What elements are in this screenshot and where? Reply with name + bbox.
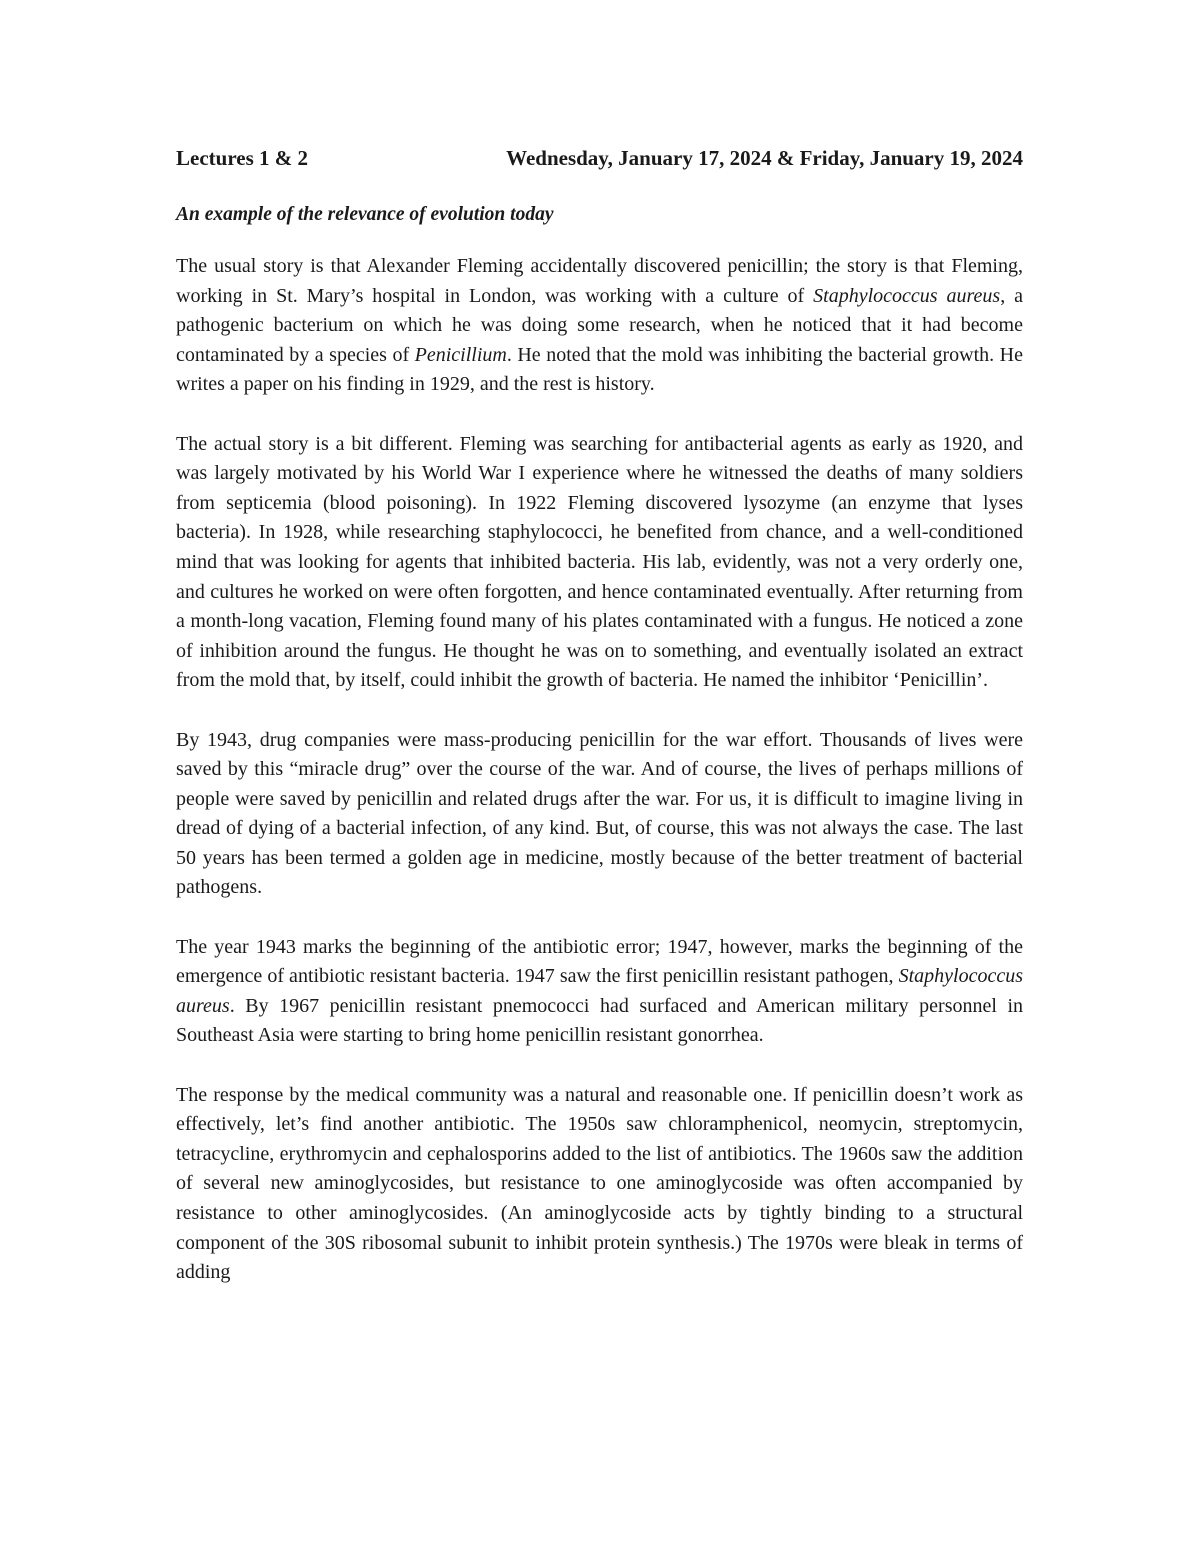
document-page (176, 142, 1023, 1288)
text-run: The response by the medical community was a natural and reasonable one. If penicillin doesn’t work as effectively, let’s find another antibiotic. The 1950s saw chloramphenicol, neomycin, streptomycin, tetracycline, erythromycin and cephalosporins added to the list of antibiotics. The 1960s saw the addition of several new aminoglycosides, but resistance to one aminoglycoside was often accompanied by resistance to other aminoglycosides. (An aminoglycoside acts by tightly binding to a structural component of the 30S ribosomal subunit to inhibit protein synthesis.) The 1970s were bleak in terms of adding (176, 1083, 1023, 1284)
lecture-header (176, 142, 1023, 174)
paragraph (176, 933, 1023, 1051)
section-title: An example of the relevance of evolution today (176, 204, 554, 225)
paragraph (176, 726, 1023, 904)
text-run: By 1943, drug companies were mass-producing penicillin for the war effort. Thousands of lives were saved by this “miracle drug” over the course of the war. And of course, the lives of perhaps millions of people were saved by penicillin and related drugs after the war. For us, it is difficult to imagine living in dread of dying of a bacterial infection, of any kind. But, of course, this was not always the case. The last 50 years has been termed a golden age in medicine, mostly because of the better treatment of bacterial pathogens. (176, 728, 1023, 899)
text-run: , a pathogenic bacterium on which he was doing some research, when he noticed that it had become contaminated by a species of (176, 284, 1023, 366)
text-run: The usual story is that Alexander Fleming accidentally discovered penicillin; the story is that Fleming, working in St. Mary’s hospital in London, was working with a culture of (176, 255, 1023, 307)
text-run: . By 1967 penicillin resistant pnemococci had surfaced and American military personnel in Southeast Asia were starting to bring home penicillin resistant gonorrhea. (176, 994, 1023, 1047)
body-text (176, 252, 1023, 1288)
paragraph (176, 252, 1023, 400)
italic-term: Penicillium (414, 343, 507, 366)
paragraph (176, 1081, 1023, 1288)
text-run: The actual story is a bit different. Fleming was searching for antibacterial agents as early as 1920, and was largely motivated by his World War I experience where he witnessed the deaths of many soldiers from septicemia (blood poisoning). In 1922 Fleming discovered lysozyme (an enzyme that lyses bacteria). In 1928, while researching staphylococci, he benefited from chance, and a well-conditioned mind that was looking for agents that inhibited bacteria. His lab, evidently, was not a very orderly one, and cultures he worked on were often forgotten, and hence contaminated eventually. After returning from a month-long vacation, Fleming found many of his plates contaminated with a fungus. He noticed a zone of inhibition around the fungus. He thought he was on to something, and eventually isolated an extract from the mold that, by itself, could inhibit the growth of bacteria. He named the inhibitor ‘Penicillin’. (176, 432, 1023, 692)
lecture-dates: Wednesday, January 17, 2024 & Friday, January 19, 2024 (506, 146, 1023, 170)
text-run: The year 1943 marks the beginning of the antibiotic error; 1947, however, marks the beginning of the emergence of antibiotic resistant bacteria. 1947 saw the first penicillin resistant pathogen, (176, 935, 1023, 988)
italic-term: Staphylococcus aureus (813, 284, 1001, 307)
paragraph (176, 430, 1023, 696)
text-run: . He noted that the mold was inhibiting the bacterial growth. He writes a paper on his finding in 1929, and the rest is history. (176, 343, 1023, 396)
italic-term: Staphylococcus aureus (176, 965, 1023, 1017)
lecture-number: Lectures 1 & 2 (176, 146, 308, 170)
